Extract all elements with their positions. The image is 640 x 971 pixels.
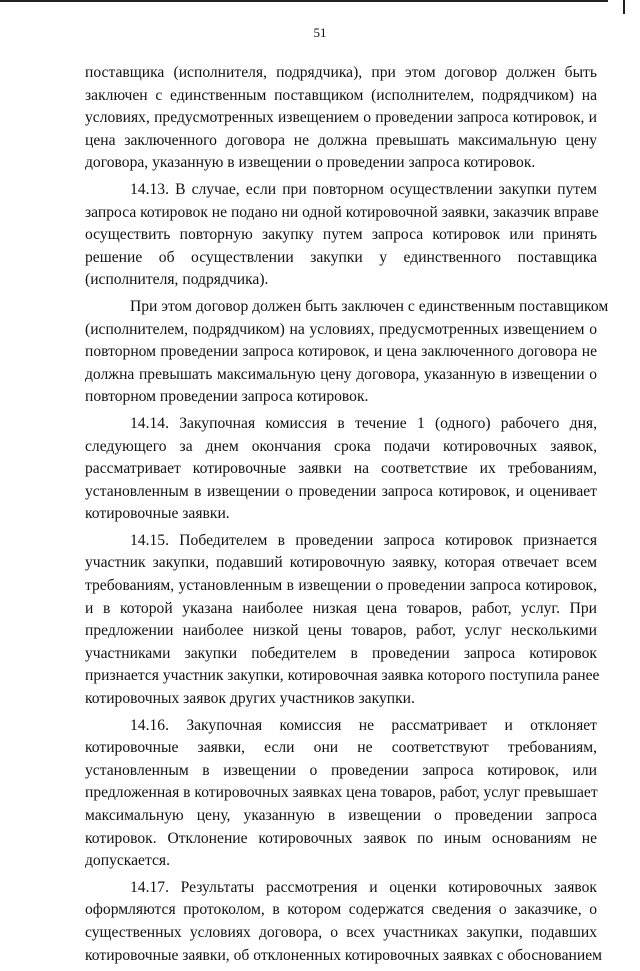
text-line: требованиям, установленным в извещении о проведении запроса котировок, <box>85 577 597 595</box>
paragraph <box>85 530 600 711</box>
text-line: (исполнителем, подрядчиком) на условиях, предусмотренных извещением о <box>85 320 597 338</box>
text-line: установленным в извещении о проведении запроса котировок, или <box>85 761 597 779</box>
text-line: решение об осуществлении закупки у единственного поставщика <box>85 248 597 266</box>
text-line: и в которой указана наиболее низкая цена товаров, работ, услуг. При <box>85 599 597 617</box>
text-line: 14.14. Закупочная комиссия в течение 1 (одного) рабочего дня, <box>130 414 597 432</box>
text-line: 14.13. В случае, если при повторном осуществлении закупки путем <box>130 180 597 198</box>
paragraph <box>85 877 602 967</box>
text-line: котировочные заявки, об отклоненных котировочных заявках с обоснованием <box>85 946 602 964</box>
text-line: допускается. <box>85 852 170 870</box>
paragraph <box>85 62 597 175</box>
text-line: должна превышать максимальную цену договора, указанную в извещении о <box>85 365 597 383</box>
text-line: котировочные заявки, если они не соответствуют требованиям, <box>85 739 597 757</box>
text-line: условиях, предусмотренных извещением о проведении запроса котировок, и <box>85 109 597 127</box>
text-line: повторном проведении запроса котировок. <box>85 388 369 406</box>
text-line: котировочные заявки. <box>85 505 230 523</box>
text-line: оформляются протоколом, в котором содержатся сведения о заказчике, о <box>85 901 597 919</box>
text-line: цена заключенного договора не должна превышать максимальную цену <box>85 131 597 149</box>
text-line: 14.15. Победителем в проведении запроса котировок признается <box>130 531 597 549</box>
text-line: повторном проведении запроса котировок, и цена заключенного договора не <box>85 343 597 361</box>
text-line: предложенная в котировочных заявках цена товаров, работ, услуг превышает <box>85 784 598 802</box>
text-line: осуществить повторную закупку путем запроса котировок или принять <box>85 226 597 244</box>
text-line: котировок. Отклонение котировочных заявок по иным основаниям не <box>85 829 597 847</box>
text-line: следующего за днем окончания срока подачи котировочных заявок, <box>85 437 597 455</box>
text-line: 14.17. Результаты рассмотрения и оценки котировочных заявок <box>130 878 597 896</box>
text-line: 14.16. Закупочная комиссия не рассматривает и отклоняет <box>130 716 597 734</box>
paragraph <box>85 179 597 292</box>
text-line: максимальную цену, указанную в извещении о проведении запроса <box>85 807 597 824</box>
text-line: рассматривает котировочные заявки на соответствие их требованиям, <box>85 460 597 478</box>
text-line: установленным в извещении о проведении запроса котировок, и оценивает <box>85 482 597 500</box>
text-line: участник закупки, подавший котировочную заявку, которая отвечает всем <box>85 554 597 572</box>
text-line: котировочных заявок других участников закупки. <box>85 690 415 708</box>
document-body <box>85 62 609 971</box>
paragraph <box>85 715 597 873</box>
paragraph <box>85 296 609 409</box>
text-line: существенных условиях договора, о всех участниках закупки, подавших <box>85 923 597 941</box>
text-line: запроса котировок не подано ни одной котировочной заявки, заказчик вправе <box>85 203 599 221</box>
top-edge-tick <box>623 0 625 14</box>
text-line: (исполнителя, подрядчика). <box>85 271 269 289</box>
text-line: предложении наиболее низкой цены товаров, работ, услуг несколькими <box>85 622 597 640</box>
page-number: 51 <box>313 25 327 40</box>
text-line: участниками закупки победителем в проведении запроса котировок <box>85 644 597 662</box>
top-edge-line <box>0 0 608 2</box>
paragraph <box>85 413 597 526</box>
text-line: поставщика (исполнителя, подрядчика), при этом договор должен быть <box>85 64 597 81</box>
text-line: признается участник закупки, котировочная заявка которого поступила ранее <box>85 667 600 685</box>
text-line: При этом договор должен быть заключен с единственным поставщиком <box>130 297 609 315</box>
text-line: договора, указанную в извещении о проведении запроса котировок. <box>85 154 536 172</box>
text-line: заключен с единственным поставщиком (исполнителем, подрядчиком) на <box>85 86 597 104</box>
